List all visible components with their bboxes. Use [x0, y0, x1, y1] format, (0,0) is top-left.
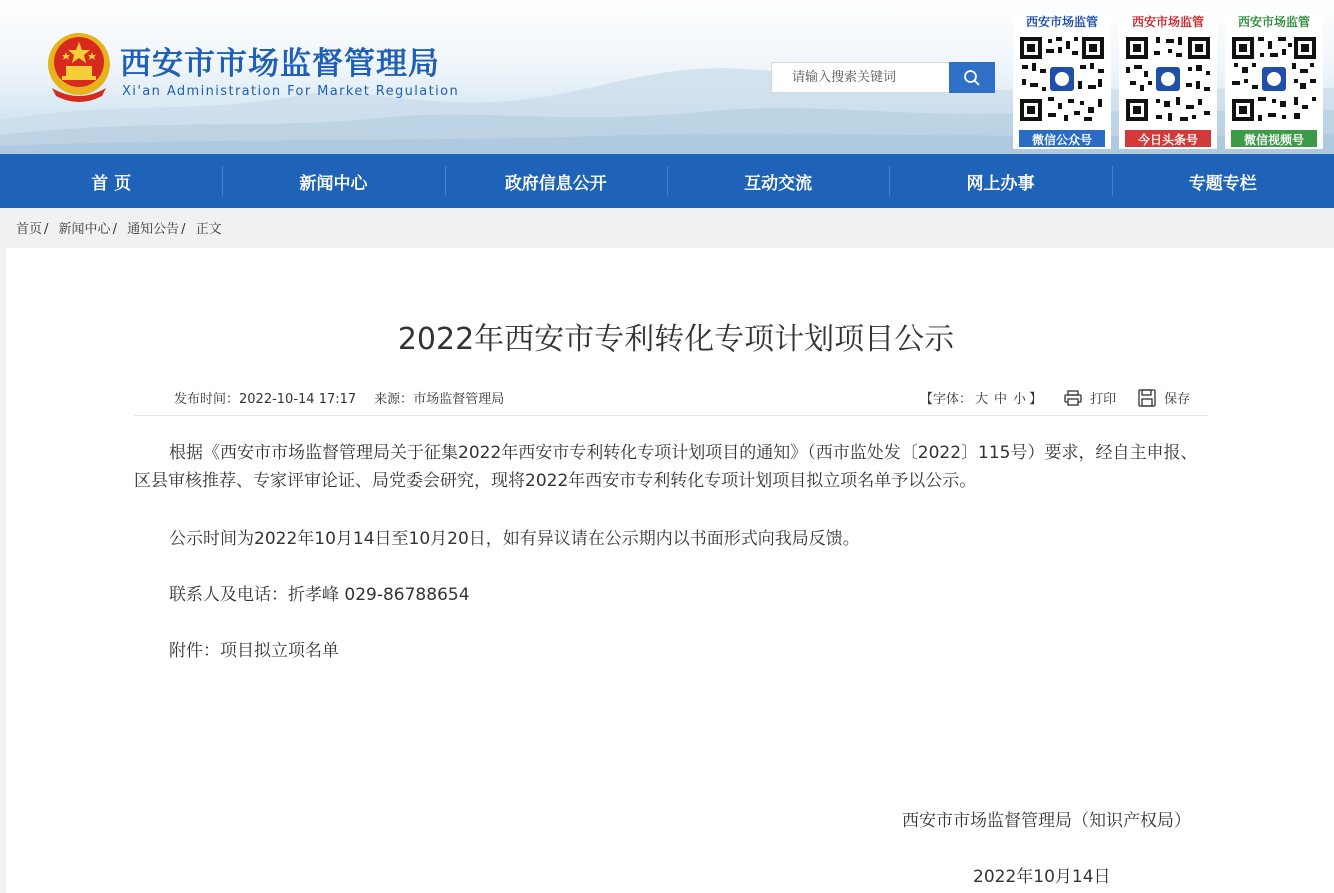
nav-item-online-service[interactable]: 网上办事 [889, 154, 1111, 208]
print-label: 打印 [1090, 392, 1117, 407]
breadcrumb-separator: / [181, 222, 186, 237]
qr-title: 西安市场监管 [1237, 15, 1310, 29]
breadcrumb-current: 正文 [195, 222, 222, 237]
article-paragraph: 根据《西安市市场监督管理局关于征集2022年西安市专利转化专项计划项目的通知》（西市监处发〔2022〕115号）要求，经自主申报、区县审核推荐、专家评审论证、局党委会研究，现将2022年西安市专利转化专项计划项目拟立项名单予以公示。 [134, 443, 1198, 491]
nav-item-news[interactable]: 新闻中心 [222, 154, 444, 208]
article-panel [6, 248, 1334, 893]
qr-toutiao [1119, 13, 1217, 149]
article-paragraph: 公示时间为2022年10月14日至10月20日，如有异议请在公示期内以书面形式向我局反馈。 [169, 529, 860, 549]
source-label: 来源： [374, 392, 414, 407]
breadcrumb-notices[interactable]: 通知公告 [127, 222, 180, 237]
printer-icon [1064, 390, 1082, 406]
qr-code-icon [1230, 35, 1318, 123]
font-size-small[interactable]: 小 [1013, 392, 1027, 407]
source: 市场监督管理局 [413, 392, 505, 407]
national-emblem-icon [44, 30, 114, 102]
qr-caption: 今日头条号 [1137, 133, 1198, 147]
article-title: 2022年西安市专利转化专项计划项目公示 [397, 322, 955, 357]
nav-item-gov-info[interactable]: 政府信息公开 [445, 154, 667, 208]
qr-title: 西安市场监管 [1025, 15, 1098, 29]
qr-code-icon [1018, 35, 1106, 123]
font-size-end: 】 [1029, 392, 1043, 407]
font-size-medium[interactable]: 中 [994, 392, 1008, 407]
qr-code-icon [1124, 35, 1212, 123]
save-icon [1138, 389, 1156, 407]
breadcrumb [16, 218, 222, 237]
search-icon [963, 69, 981, 87]
font-size-control [920, 388, 1042, 407]
meta-divider [134, 415, 1208, 416]
qr-wechat-video [1225, 13, 1323, 149]
save-button[interactable] [1138, 388, 1190, 407]
nav-item-interaction[interactable]: 互动交流 [667, 154, 889, 208]
main-nav [0, 154, 1334, 208]
save-label: 保存 [1164, 392, 1191, 407]
breadcrumb-separator: / [112, 222, 117, 237]
signature-date: 2022年10月14日 [973, 867, 1111, 887]
publish-time: 2022-10-14 17:17 [239, 392, 357, 407]
print-button[interactable] [1064, 388, 1116, 407]
search-button[interactable] [949, 62, 995, 93]
article-attachment: 附件：项目拟立项名单 [169, 641, 339, 661]
article-meta [174, 388, 504, 407]
search-input[interactable] [771, 62, 949, 93]
article-paragraph: 联系人及电话：折孝峰 029-86788654 [169, 585, 470, 605]
publish-label: 发布时间： [174, 392, 240, 407]
site-subtitle: Xi'an Administration For Market Regulation [122, 84, 460, 99]
site-header [0, 0, 1334, 154]
site-title[interactable]: 西安市市场监督管理局 [120, 46, 440, 82]
breadcrumb-separator: / [44, 222, 49, 237]
breadcrumb-news[interactable]: 新闻中心 [58, 222, 111, 237]
qr-caption: 微信公众号 [1031, 133, 1092, 147]
font-size-large[interactable]: 大 [975, 392, 989, 407]
nav-item-home[interactable]: 首 页 [91, 173, 132, 194]
font-size-label: 【字体： [920, 392, 973, 407]
qr-title: 西安市场监管 [1131, 15, 1204, 29]
qr-wechat-official [1013, 13, 1111, 149]
signature-org: 西安市市场监督管理局（知识产权局） [902, 811, 1191, 831]
breadcrumb-home[interactable]: 首页 [16, 222, 43, 237]
qr-caption: 微信视频号 [1243, 133, 1304, 147]
nav-item-special-topics[interactable]: 专题专栏 [1112, 154, 1334, 208]
article-tools [920, 388, 1190, 407]
